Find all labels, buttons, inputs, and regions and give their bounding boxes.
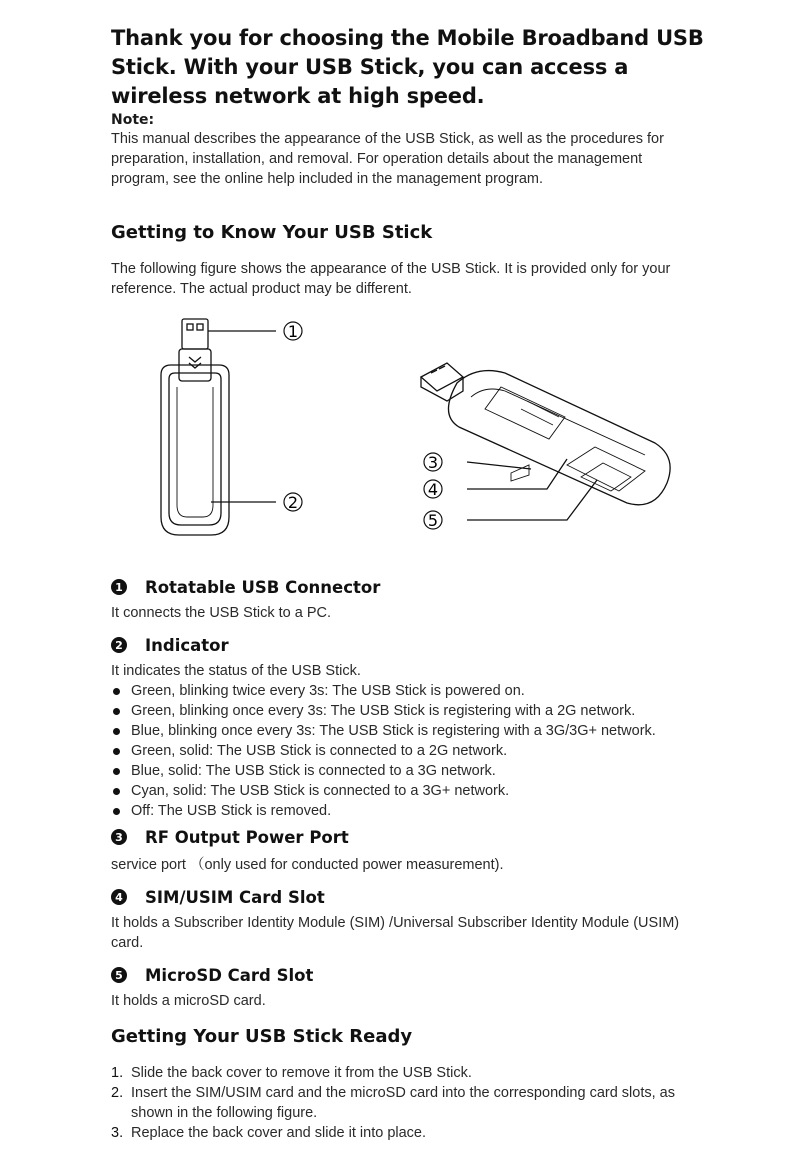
callout-1: 1 [287, 322, 299, 341]
list-item: Green, solid: The USB Stick is connected to a 2G network. [111, 741, 711, 761]
indicator-status-list [111, 681, 711, 821]
step-text: Slide the back cover to remove it from the USB Stick. [131, 1065, 472, 1081]
list-item: Off: The USB Stick is removed. [111, 801, 711, 821]
note-label: Note: [111, 112, 155, 128]
item-title: RF Output Power Port [145, 827, 349, 847]
usb-stick-front-drawing [161, 319, 276, 535]
item-number-badge: 2 [111, 637, 127, 653]
item-5-text: It holds a microSD card. [111, 993, 266, 1009]
note-text: This manual describes the appearance of the USB Stick, as well as the procedures for preparation, installation, and removal. For operation details about the management program, see the online help included in the management program. [111, 131, 664, 187]
step-text: Insert the SIM/USIM card and the microSD card into the corresponding card slots, as shown in the following figure. [131, 1085, 675, 1121]
manual-page [111, 24, 711, 1143]
item-number-badge: 4 [111, 889, 127, 905]
ready-heading: Getting Your USB Stick Ready [111, 1026, 413, 1047]
item-4-heading [111, 885, 711, 909]
callout-4: 4 [427, 480, 439, 499]
callout-2: 2 [287, 493, 299, 512]
know-heading: Getting to Know Your USB Stick [111, 222, 433, 243]
item-3-text: service port （only used for conducted power measurement). [111, 857, 504, 873]
list-item [111, 1083, 706, 1123]
item-title: Rotatable USB Connector [145, 577, 381, 597]
list-item: Blue, solid: The USB Stick is connected to a 3G network. [111, 761, 711, 781]
item-title: MicroSD Card Slot [145, 965, 314, 985]
item-number-badge: 5 [111, 967, 127, 983]
list-item: Cyan, solid: The USB Stick is connected to a 3G+ network. [111, 781, 711, 801]
callout-3: 3 [427, 453, 439, 472]
item-2-heading [111, 633, 711, 657]
item-2-text: It indicates the status of the USB Stick. [111, 663, 361, 679]
intro-heading: Thank you for choosing the Mobile Broadband USB Stick. With your USB Stick, you can access a wireless network at high speed. [111, 26, 704, 108]
list-item [111, 1063, 706, 1083]
list-item: Blue, blinking once every 3s: The USB Stick is registering with a 3G/3G+ network. [111, 721, 711, 741]
callout-5: 5 [427, 511, 439, 530]
step-text: Replace the back cover and slide it into place. [131, 1125, 427, 1141]
step-number: 2. [111, 1085, 124, 1101]
item-1-heading [111, 575, 711, 599]
item-number-badge: 1 [111, 579, 127, 595]
item-5-heading [111, 963, 711, 987]
step-number: 3. [111, 1125, 124, 1141]
list-item [111, 1123, 706, 1143]
item-title: Indicator [145, 635, 229, 655]
usb-stick-angled-drawing [421, 363, 670, 520]
step-number: 1. [111, 1065, 124, 1081]
know-description: The following figure shows the appearance of the USB Stick. It is provided only for your reference. The actual product may be different. [111, 261, 671, 297]
item-title: SIM/USIM Card Slot [145, 887, 325, 907]
item-4-text: It holds a Subscriber Identity Module (SIM) /Universal Subscriber Identity Module (USIM) card. [111, 915, 680, 951]
item-number-badge: 3 [111, 829, 127, 845]
ready-steps-list [111, 1063, 706, 1143]
list-item: Green, blinking once every 3s: The USB Stick is registering with a 2G network. [111, 701, 711, 721]
item-3-heading [111, 825, 711, 849]
usb-stick-figure [111, 317, 711, 567]
list-item: Green, blinking twice every 3s: The USB Stick is powered on. [111, 681, 711, 701]
item-1-text: It connects the USB Stick to a PC. [111, 605, 332, 621]
